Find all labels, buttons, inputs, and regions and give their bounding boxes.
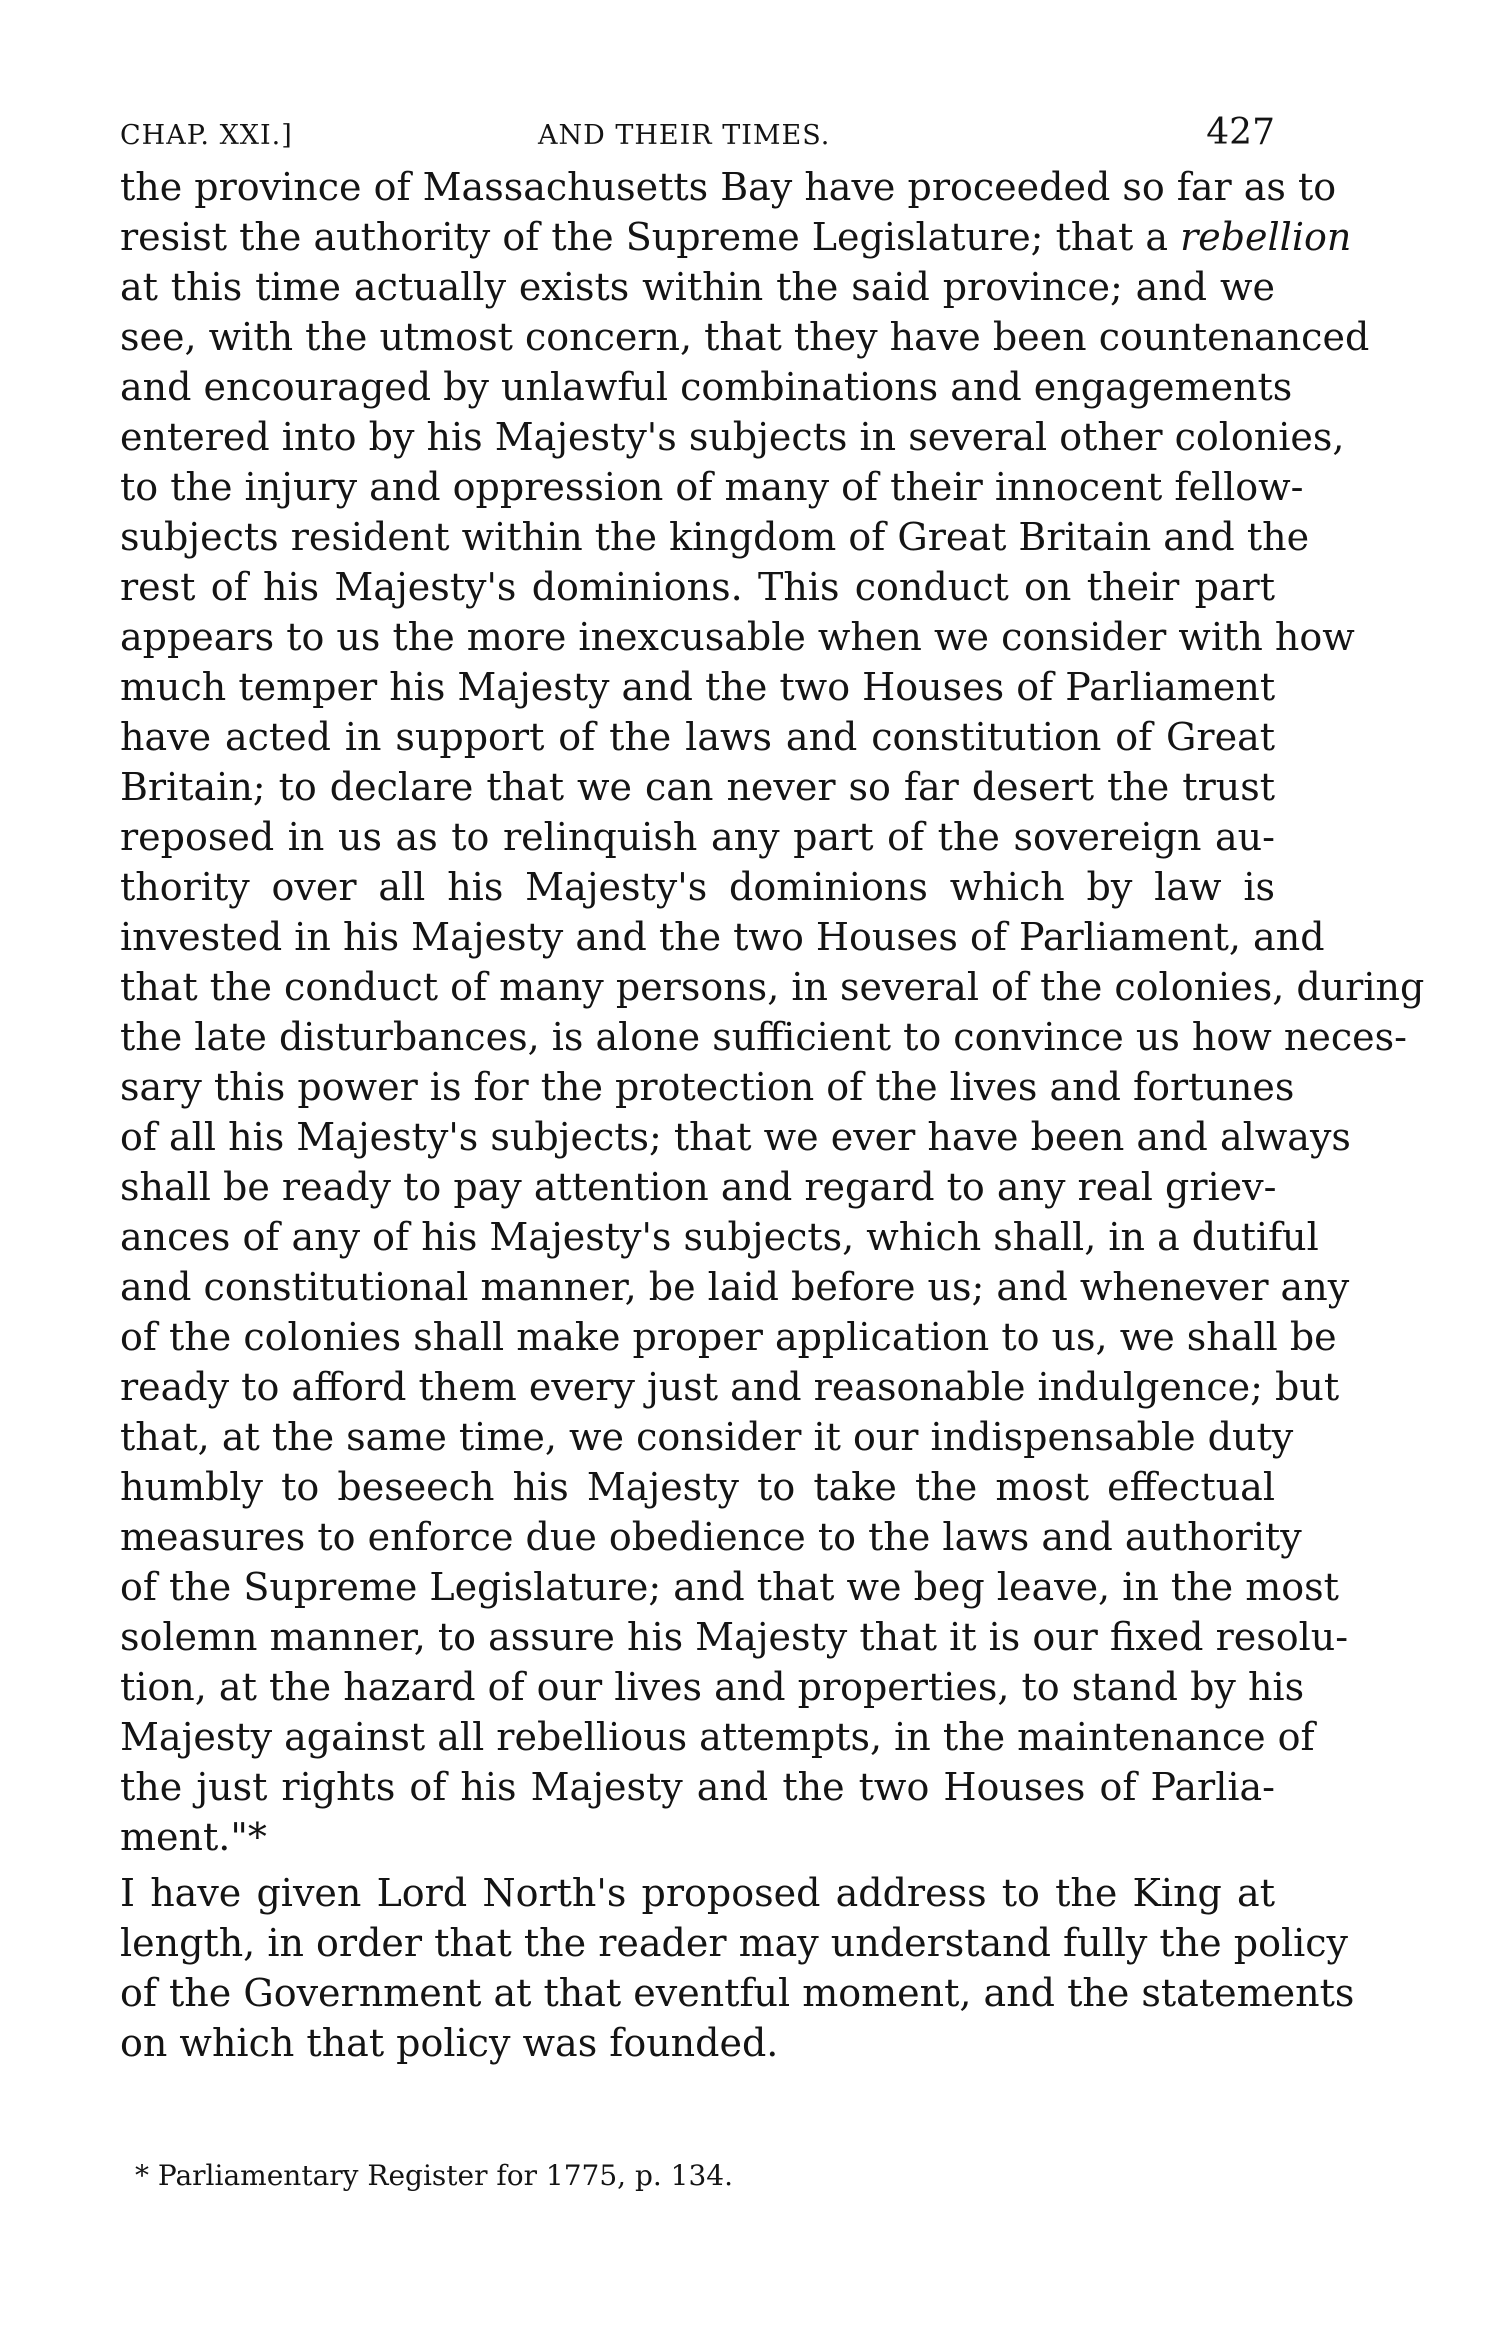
text-line: the just rights of his Majesty and the two Houses of Parlia- bbox=[120, 1765, 1275, 1809]
text-line: Majesty against all rebellious attempts, in the maintenance of bbox=[120, 1715, 1315, 1759]
text-line: ances of any of his Majesty's subjects, which shall, in a dutiful bbox=[120, 1215, 1319, 1259]
text-line: at this time actually exists within the said province; and we bbox=[120, 265, 1275, 309]
page-number: 427 bbox=[1206, 112, 1275, 153]
main-text bbox=[120, 162, 1425, 2068]
text-line: that the conduct of many persons, in several of the colonies, during bbox=[120, 965, 1425, 1009]
text-line: ment."* bbox=[120, 1815, 267, 1859]
text-line: entered into by his Majesty's subjects in several other colonies, bbox=[120, 415, 1345, 459]
text-line: of all his Majesty's subjects; that we ever have been and always bbox=[120, 1115, 1351, 1159]
book-page bbox=[120, 112, 1425, 2068]
text-line: ready to afford them every just and reasonable indulgence; but bbox=[120, 1365, 1340, 1409]
text-line: of the Supreme Legislature; and that we beg leave, in the most bbox=[120, 1565, 1339, 1609]
text-line: shall be ready to pay attention and regard to any real griev- bbox=[120, 1165, 1277, 1209]
text-line: Britain; to declare that we can never so far desert the trust bbox=[120, 765, 1275, 809]
footnote: * Parliamentary Register for 1775, p. 134. bbox=[135, 2159, 734, 2192]
running-title: AND THEIR TIMES. bbox=[538, 120, 831, 151]
text-line: that, at the same time, we consider it our indispensable duty bbox=[120, 1415, 1294, 1459]
closing-line: I have given Lord North's proposed address to the King at bbox=[120, 1871, 1275, 1915]
text-line-start: resist the authority of the Supreme Legislature; that a bbox=[120, 215, 1168, 259]
italic-word: rebellion bbox=[1180, 215, 1352, 259]
text-line: the late disturbances, is alone sufficient to convince us how neces- bbox=[120, 1015, 1407, 1059]
text-line: tion, at the hazard of our lives and properties, to stand by his bbox=[120, 1665, 1305, 1709]
text-line: and encouraged by unlawful combinations and engagements bbox=[120, 365, 1293, 409]
text-line: subjects resident within the kingdom of Great Britain and the bbox=[120, 515, 1310, 559]
text-line: solemn manner, to assure his Majesty that it is our fixed resolu- bbox=[120, 1615, 1349, 1659]
text-line: have acted in support of the laws and constitution of Great bbox=[120, 715, 1275, 759]
text-line: thority over all his Majesty's dominions which by law is bbox=[120, 865, 1275, 909]
text-line: see, with the utmost concern, that they have been countenanced bbox=[120, 315, 1370, 359]
text-line: reposed in us as to relinquish any part of the sovereign au- bbox=[120, 815, 1275, 859]
text-line: humbly to beseech his Majesty to take the most effectual bbox=[120, 1465, 1275, 1509]
text-line: much temper his Majesty and the two Houses of Parliament bbox=[120, 665, 1276, 709]
text-line: measures to enforce due obedience to the laws and authority bbox=[120, 1515, 1302, 1559]
text-line: and constitutional manner, be laid before us; and whenever any bbox=[120, 1265, 1350, 1309]
text-line: rest of his Majesty's dominions. This conduct on their part bbox=[120, 565, 1275, 609]
running-head bbox=[120, 112, 1275, 162]
text-line: invested in his Majesty and the two Houses of Parliament, and bbox=[120, 915, 1325, 959]
closing-line: length, in order that the reader may understand fully the policy bbox=[120, 1921, 1349, 1965]
text-line: sary this power is for the protection of the lives and fortunes bbox=[120, 1065, 1295, 1109]
chapter-label: CHAP. XXI.] bbox=[120, 120, 293, 151]
text-line: of the colonies shall make proper application to us, we shall be bbox=[120, 1315, 1337, 1359]
text-line: to the injury and oppression of many of their innocent fellow- bbox=[120, 465, 1304, 509]
closing-line: of the Government at that eventful moment, and the statements bbox=[120, 1971, 1355, 2015]
text-line: the province of Massachusetts Bay have proceeded so far as to bbox=[120, 165, 1337, 209]
closing-line: on which that policy was founded. bbox=[120, 2021, 779, 2065]
text-line-with-italic bbox=[120, 212, 1352, 262]
text-line: appears to us the more inexcusable when we consider with how bbox=[120, 615, 1355, 659]
